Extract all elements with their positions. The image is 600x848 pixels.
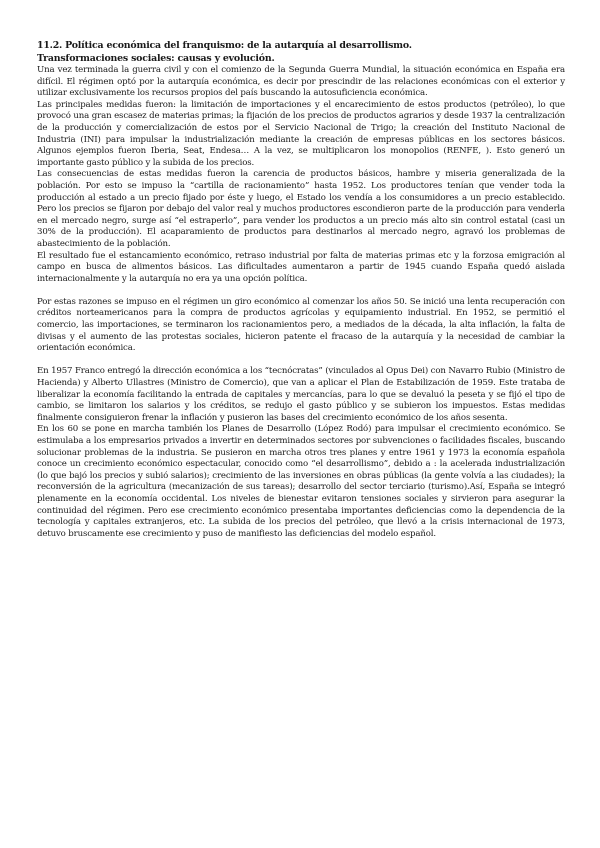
paragraph-principales-medidas: Las principales medidas fueron: la limitación de importaciones y el encarecimiento de estos productos (petróleo), lo que provocó una gran escasez de materias primas; la fijación de los precios de productos agrarios y desde 1937 la centralización de la producción y comercialización de estos por el Servicio Nacional de Trigo; la creación del Instituto Nacional de Industria (INI) para impulsar la industrialización mediante la creación de empresas públicas en los sectores básicos. Algunos ejemplos fueron Iberia, Seat, Endesa… A la vez, se multiplicaron los monopolios (RENFE, ). Esto generó un importante gasto público y la subida de los precios. xyxy=(37,99,565,168)
paragraph-consecuencias: Las consecuencias de estas medidas fueron la carencia de productos básicos, hambre y miseria generalizada de la población. Por esto se impuso la “cartilla de racionamiento” hasta 1952. Los productores tenían que vender toda la producción al estado a un precio fijado por éste y luego, el Estado los vendía a los consumidores a un precio establecido. Pero los precios se fijaron por debajo del valor real y muchos productores escondieron parte de la producción para venderla en el mercado negro, surge así “el estraperlo”, para vender los productos a un precio más alto sin control estatal (casi un 30% de la producción). El acaparamiento de productos para destinarlos al mercado negro, agravó los problemas de abastecimiento de la población. xyxy=(37,169,565,249)
document-title-line-2: Transformaciones sociales: causas y evolución. xyxy=(37,52,275,64)
paragraph-resultado: El resultado fue el estancamiento económico, retraso industrial por falta de materias primas etc y la forzosa emigración al campo en busca de alimentos básicos. Las dificultades aumentaron a partir de 1945 cuando España quedó aislada internacionalmente y la autarquía no era ya una opción política. xyxy=(37,250,565,284)
paragraph-planes-desarrollo: En los 60 se pone en marcha también los Planes de Desarrollo (López Rodó) para impulsar el crecimiento económico. Se estimulaba a los empresarios privados a invertir en determinados sectores por subvenciones o facilidades fiscales, buscando solucionar problemas de la industria. Se pusieron en marcha otros tres planes y entre 1961 y 1973 la economía española conoce un crecimiento económico espectacular, conocido como “el desarrollismo”, debido a : la acelerada industrialización (lo que bajó los precios y subió salarios); crecimiento de las inversiones en obras públicas (la gente volvía a las ciudades); la reconversión de la agricultura (mecanización de sus tareas); desarrollo del sector terciario (turismo).Así, España se integró plenamente en la economía occidental. Los niveles de bienestar evitaron tensiones sociales y sirvieron para asegurar la continuidad del régimen. Pero ese crecimiento económico presentaba importantes deficiencias como la dependencia de la tecnología y capitales extranjeros, etc. La subida de los precios del petróleo, que llevó a la crisis internacional de 1973, detuvo bruscamente ese crecimiento y puso de manifiesto las deficiencias del modelo español. xyxy=(37,424,565,539)
paragraph-plan-estabilizacion: En 1957 Franco entregó la dirección económica a los “tecnócratas” (vinculados al Opus Dei) con Navarro Rubio (Ministro de Hacienda) y Alberto Ullastres (Ministro de Comercio), que van a aplicar el Plan de Estabilización de 1959. Este trataba de liberalizar la economía facilitando la entrada de capitales y mercancías, para lo que se devaluó la peseta y se fijó el tipo de cambio, se limitaron los salarios y los créditos, se redujo el gasto público y se subieron los impuestos. Estas medidas finalmente consiguieron frenar la inflación y pusieron las bases del crecimiento económico de los años sesenta. xyxy=(37,366,565,423)
paragraph-giro-economico: Por estas razones se impuso en el régimen un giro económico al comenzar los años 50. Se inició una lenta recuperación con créditos norteamericanos para la compra de productos agrícolas y equipamiento industrial. En 1952, se permitió el comercio, las importaciones, se terminaron los racionamientos pero, a mediados de la década, la alta inflación, la falta de divisas y el aumento de las protestas sociales, hicieron patente el fracaso de la autarquía y la necesidad de cambiar la orientación económica. xyxy=(37,296,565,354)
paragraph-autarquia-intro: Una vez terminada la guerra civil y con el comienzo de la Segunda Guerra Mundial, la situación económica en España era difícil. El régimen optó por la autarquía económica, es decir por prescindir de las relaciones económicas con el exterior y utilizar exclusivamente los recursos propios del país buscando la autosuficiencia económica. xyxy=(37,65,565,99)
document-title-line-1: 11.2. Política económica del franquismo: de la autarquía al desarrollismo. xyxy=(37,40,412,51)
document-page xyxy=(37,40,565,540)
